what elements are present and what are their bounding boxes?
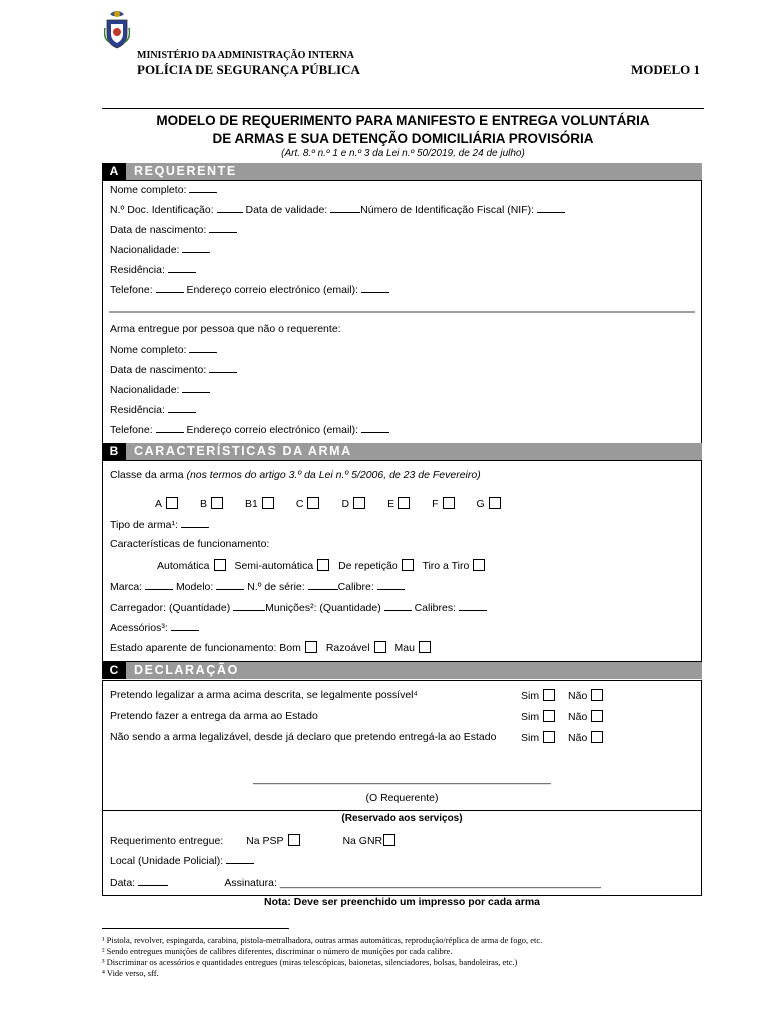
validade-label: Data de validade: — [245, 204, 328, 216]
telefone-input[interactable] — [156, 283, 184, 293]
carregador-input[interactable] — [233, 601, 265, 611]
class-e-option[interactable] — [387, 497, 410, 510]
entregue-label: Requerimento entregue: — [110, 835, 224, 847]
field-other-nome — [110, 343, 217, 356]
class-f-checkbox[interactable] — [443, 497, 455, 509]
footnote-4: ⁴ Vide verso, sff. — [102, 968, 159, 978]
q1-nao-label: Não — [568, 690, 588, 702]
q1-sim-checkbox[interactable] — [543, 689, 555, 701]
section-a-box — [102, 180, 702, 444]
caracteristicas-label: Características de funcionamento: — [110, 538, 270, 550]
class-b-label: B — [200, 498, 208, 510]
mode-tiro-label: Tiro a Tiro — [422, 560, 470, 572]
psp-label: Na PSP — [246, 835, 284, 847]
class-b1-option[interactable] — [245, 497, 274, 510]
class-e-checkbox[interactable] — [398, 497, 410, 509]
marca-input[interactable] — [145, 580, 173, 590]
modes-row — [157, 559, 485, 572]
class-g-option[interactable] — [477, 497, 501, 510]
nif-input[interactable] — [537, 203, 565, 213]
footnote-3: ³ Discriminar os acessórios e quantidades entregues (miras telescópicas, baionetas, silenciadores, bolsas, bandoleiras, etc.) — [102, 957, 518, 967]
field-doc — [110, 203, 565, 216]
other-nome-label: Nome completo: — [110, 344, 187, 356]
nascimento-input[interactable] — [209, 223, 237, 233]
field-acessorios — [110, 621, 199, 634]
nome-label: Nome completo: — [110, 184, 187, 196]
section-c-letter: C — [102, 662, 126, 679]
field-carregador-row — [110, 601, 487, 614]
class-f-label: F — [432, 498, 439, 510]
gnr-option[interactable] — [342, 835, 395, 847]
field-other-residencia — [110, 403, 196, 416]
nacionalidade-label: Nacionalidade: — [110, 244, 180, 256]
classe-note: (nos termos do artigo 3.º da Lei n.º 5/2006, de 23 de Fevereiro) — [186, 469, 481, 481]
nascimento-label: Data de nascimento: — [110, 224, 207, 236]
gnr-checkbox[interactable] — [383, 834, 395, 846]
q2-nao-checkbox[interactable] — [591, 710, 603, 722]
form-title-line1: MODELO DE REQUERIMENTO PARA MANIFESTO E ENTREGA VOLUNTÁRIA — [156, 113, 650, 128]
coat-of-arms-logo — [104, 8, 130, 50]
mode-semi-checkbox[interactable] — [317, 559, 329, 571]
class-f-option[interactable] — [432, 497, 454, 510]
form-title-line2: DE ARMAS E SUA DETENÇÃO DOMICILIÁRIA PROVISÓRIA — [212, 131, 594, 146]
classe-label: Classe da arma — [110, 469, 184, 481]
field-other-nacionalidade — [110, 383, 210, 396]
data-input[interactable] — [138, 876, 168, 886]
local-label: Local (Unidade Policial): — [110, 855, 224, 867]
section-a-header — [102, 163, 702, 180]
residencia-input[interactable] — [168, 263, 196, 273]
class-b1-label: B1 — [245, 498, 258, 510]
footnote-1: ¹ Pistola, revolver, espingarda, carabina, pistola-metralhadora, outras armas automáticas, reprodução/réplica de arma de fogo, etc. — [102, 935, 543, 945]
nif-label: Número de Identificação Fiscal (NIF): — [360, 204, 535, 216]
estado-bom-option[interactable] — [279, 642, 317, 654]
estado-mau-checkbox[interactable] — [419, 641, 431, 653]
field-estado — [110, 641, 431, 654]
section-a-letter: A — [102, 163, 126, 180]
data-label: Data: — [110, 877, 136, 889]
doc-input[interactable] — [217, 203, 243, 213]
other-nascimento-input[interactable] — [209, 363, 237, 373]
municoes-input[interactable] — [384, 601, 412, 611]
other-telefone-label: Telefone: — [110, 424, 153, 436]
gnr-label: Na GNR — [342, 835, 383, 847]
question-3-text: Não sendo a arma legalizável, desde já declaro que pretendo entregá-la ao Estado — [110, 731, 497, 743]
acessorios-input[interactable] — [171, 621, 199, 631]
q2-sim-label: Sim — [521, 711, 540, 723]
question-2-text: Pretendo fazer a entrega da arma ao Estado — [110, 710, 318, 722]
note-text: Nota: Deve ser preenchido um impresso por cada arma — [263, 896, 540, 908]
question-1-text: Pretendo legalizar a arma acima descrita, se legalmente possível⁴ — [110, 689, 418, 701]
class-d-option[interactable] — [341, 497, 365, 510]
reserved-label: (Reservado aos serviços) — [341, 813, 463, 824]
classes-row — [155, 497, 523, 510]
field-other-telefone — [110, 423, 389, 436]
other-email-input[interactable] — [361, 423, 389, 433]
estado-razoavel-label: Razoável — [325, 642, 370, 654]
header-divider — [102, 108, 704, 109]
q3-nao-checkbox[interactable] — [591, 731, 603, 743]
section-b-letter: B — [102, 443, 126, 460]
police-label: POLÍCIA DE SEGURANÇA PÚBLICA — [137, 62, 360, 77]
carregador-label: Carregador: (Quantidade) — [110, 602, 231, 614]
mode-automatica-option[interactable] — [157, 560, 226, 572]
estado-mau-option[interactable] — [395, 642, 431, 654]
class-b-checkbox[interactable] — [211, 497, 223, 509]
mode-tiro-checkbox[interactable] — [473, 559, 485, 571]
field-nascimento — [110, 223, 237, 236]
other-person-intro: Arma entregue por pessoa que não o requerente: — [110, 323, 341, 335]
section-a-title: REQUERENTE — [134, 164, 237, 178]
field-entregue — [110, 834, 395, 847]
field-marca-row — [110, 580, 405, 593]
class-g-checkbox[interactable] — [489, 497, 501, 509]
other-residencia-label: Residência: — [110, 404, 165, 416]
q3-sim-checkbox[interactable] — [543, 731, 555, 743]
section-c-box — [102, 680, 702, 811]
field-other-nascimento — [110, 363, 237, 376]
class-g-label: G — [476, 498, 485, 510]
model-label: MODELO 1 — [631, 62, 700, 77]
other-nacionalidade-label: Nacionalidade: — [110, 384, 180, 396]
estado-bom-checkbox[interactable] — [305, 641, 317, 653]
marca-label: Marca: — [110, 581, 143, 593]
mode-repeticao-label: De repetição — [338, 560, 398, 572]
email-label: Endereço correio electrónico (email): — [186, 284, 359, 296]
field-local — [110, 854, 254, 867]
modelo-label: Modelo: — [175, 581, 214, 593]
field-nacionalidade — [110, 243, 210, 256]
email-input[interactable] — [361, 283, 389, 293]
other-telefone-input[interactable] — [156, 423, 184, 433]
mode-repeticao-checkbox[interactable] — [402, 559, 414, 571]
mode-semi-option[interactable] — [234, 560, 329, 572]
section-b-header — [102, 443, 702, 460]
ministry-label: MINISTÉRIO DA ADMINISTRAÇÃO INTERNA — [137, 50, 354, 61]
mode-tiro-option[interactable] — [422, 560, 485, 572]
other-nome-input[interactable] — [189, 343, 217, 353]
calibres-label: Calibres: — [414, 602, 456, 614]
q1-sim-label: Sim — [521, 690, 540, 702]
other-nascimento-label: Data de nascimento: — [110, 364, 207, 376]
nome-input[interactable] — [189, 183, 217, 193]
field-tipo — [110, 518, 209, 531]
class-c-label: C — [295, 498, 304, 510]
class-a-label: A — [155, 498, 163, 510]
validade-input[interactable] — [330, 203, 360, 213]
estado-bom-label: Bom — [279, 642, 301, 654]
local-input[interactable] — [226, 854, 254, 864]
class-e-label: E — [387, 498, 395, 510]
tipo-input[interactable] — [181, 518, 209, 528]
estado-mau-label: Mau — [394, 642, 415, 654]
other-nacionalidade-input[interactable] — [182, 383, 210, 393]
class-a-option[interactable] — [155, 497, 178, 510]
class-d-label: D — [341, 498, 350, 510]
telefone-label: Telefone: — [110, 284, 153, 296]
class-b1-checkbox[interactable] — [262, 497, 274, 509]
field-telefone — [110, 283, 389, 296]
question-3-options — [521, 731, 603, 744]
field-residencia — [110, 263, 196, 276]
class-d-checkbox[interactable] — [353, 497, 365, 509]
field-nome — [110, 183, 217, 196]
nacionalidade-input[interactable] — [182, 243, 210, 253]
assinatura-line[interactable]: _______________________________________________________ — [279, 877, 602, 889]
calibre-label: Calibre: — [337, 581, 374, 593]
q1-nao-checkbox[interactable] — [591, 689, 603, 701]
footnote-2: ² Sendo entregues munições de calibres diferentes, discriminar o número de munições por cada calibre. — [102, 946, 453, 956]
q3-nao-label: Não — [568, 732, 588, 744]
mode-automatica-checkbox[interactable] — [214, 559, 226, 571]
q2-sim-checkbox[interactable] — [543, 710, 555, 722]
tipo-label: Tipo de arma¹: — [110, 519, 178, 531]
modelo-input[interactable] — [216, 580, 244, 590]
form-subtitle: (Art. 8.º n.º 1 e n.º 3 da Lei n.º 50/2019, de 24 de julho) — [281, 148, 525, 159]
question-2-options — [521, 710, 603, 723]
q3-sim-label: Sim — [521, 732, 540, 744]
other-email-label: Endereço correio electrónico (email): — [186, 424, 359, 436]
psp-checkbox[interactable] — [288, 834, 300, 846]
signature-line[interactable]: ___________________________________________________ — [253, 773, 551, 785]
q2-nao-label: Não — [568, 711, 588, 723]
services-box — [102, 810, 702, 896]
question-1-options — [521, 689, 603, 702]
class-c-option[interactable] — [296, 497, 320, 510]
other-residencia-input[interactable] — [168, 403, 196, 413]
municoes-label: Munições²: (Quantidade) — [265, 602, 381, 614]
acessorios-label: Acessórios³: — [110, 622, 168, 634]
section-c-title: DECLARAÇÃO — [134, 663, 239, 677]
section-c-header — [102, 662, 702, 679]
mode-repeticao-option[interactable] — [338, 560, 414, 572]
section-b-title: CARACTERÍSTICAS DA ARMA — [134, 444, 352, 458]
residencia-label: Residência: — [110, 264, 165, 276]
assinatura-label: Assinatura: — [224, 877, 277, 889]
serie-label: N.º de série: — [247, 581, 305, 593]
serie-input[interactable] — [308, 580, 338, 590]
calibre-input[interactable] — [377, 580, 405, 590]
estado-label: Estado aparente de funcionamento: — [110, 642, 277, 654]
calibres-input[interactable] — [459, 601, 487, 611]
field-classe — [110, 469, 481, 481]
mode-automatica-label: Automática — [157, 560, 210, 572]
class-b-option[interactable] — [200, 497, 223, 510]
field-data — [110, 876, 601, 889]
mode-semi-label: Semi-automática — [234, 560, 314, 572]
section-b-box — [102, 460, 702, 662]
requerente-label: (O Requerente) — [365, 792, 439, 804]
psp-option[interactable] — [246, 835, 299, 847]
class-c-checkbox[interactable] — [307, 497, 319, 509]
doc-label: N.º Doc. Identificação: — [110, 204, 214, 216]
section-a-separator — [109, 311, 695, 313]
estado-razoavel-checkbox[interactable] — [374, 641, 386, 653]
class-a-checkbox[interactable] — [166, 497, 178, 509]
footnote-divider — [102, 928, 289, 929]
estado-razoavel-option[interactable] — [326, 642, 386, 654]
